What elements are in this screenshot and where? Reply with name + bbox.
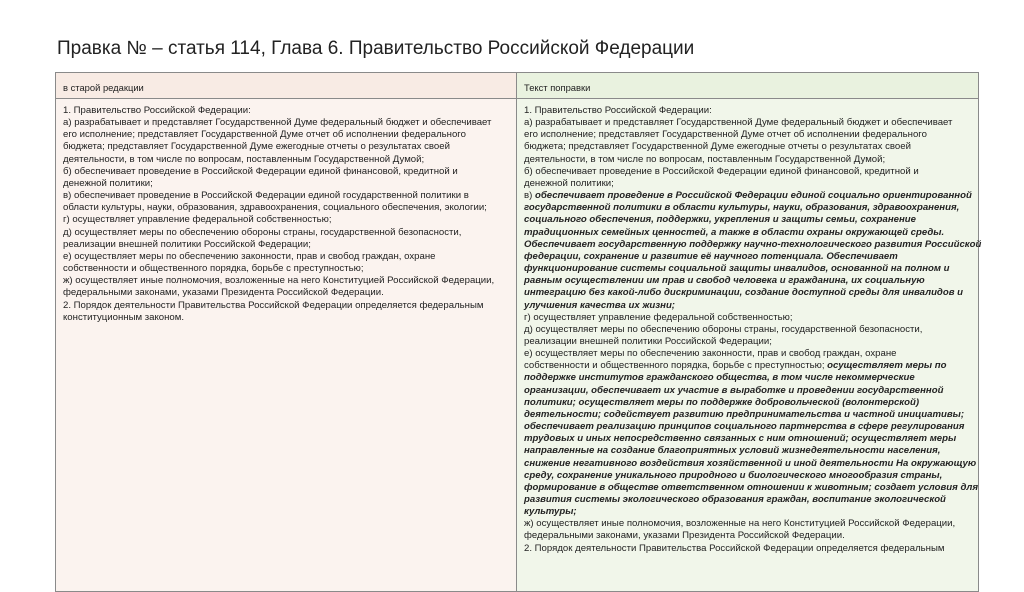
- amendment-text-line: [524, 481, 979, 494]
- amendment-text-line: [524, 324, 976, 336]
- amendment-text-line: [524, 166, 976, 178]
- amendment-text-line: [524, 385, 976, 397]
- old-text-line: бюджета; представляет Государственной Думе ежегодные отчеты о результатах своей: [63, 141, 450, 153]
- table-body-row: [56, 99, 979, 592]
- amendment-text-line: [524, 530, 976, 542]
- amendment-added-text: Обеспечивает государственную поддержку научно-технологического развития Российской: [524, 238, 982, 250]
- amendment-added-text: деятельности; содействует развитию предпринимательства и частной инициативы;: [524, 408, 965, 420]
- amendment-text-line: [524, 421, 976, 433]
- amendment-unchanged-text: г) осуществляет управление федеральной собственностью;: [524, 311, 793, 323]
- amendment-added-text: осуществляет меры по: [827, 360, 947, 372]
- old-text-line: 1. Правительство Российской Федерации:: [63, 105, 251, 116]
- old-text-line: г) осуществляет управление федеральной собственностью;: [63, 214, 332, 226]
- old-edition-cell: [56, 99, 517, 592]
- amendment-text-line: [524, 336, 976, 348]
- header-old-edition: [56, 73, 517, 99]
- amendment-text-line: [524, 275, 976, 287]
- amendment-text-line: [524, 518, 976, 530]
- old-text-line: собственности и общественного порядка, борьбе с преступностью;: [63, 263, 364, 275]
- amendment-added-text: улучшения качества их жизни;: [524, 299, 676, 311]
- header-amendment-text: [517, 73, 979, 99]
- amendment-text-line: [524, 433, 976, 445]
- amendment-added-text: обеспечивает проведение в Российской Федерации единой социально ориентированной: [534, 190, 972, 202]
- table-header-row: [56, 73, 979, 99]
- amendment-unchanged-text: бюджета; представляет Государственной Думе ежегодные отчеты о результатах своей: [524, 141, 911, 153]
- amendment-text-line: [524, 445, 976, 457]
- amendment-text-line: [524, 506, 976, 518]
- amendment-text-line: [524, 470, 976, 482]
- amendment-unchanged-text: е) осуществляет меры по обеспечению законности, прав и свобод граждан, охране: [524, 348, 897, 360]
- amendment-text-line: [524, 360, 976, 372]
- amendment-text-line: [524, 494, 976, 506]
- amendment-added-text: обеспечивает реализацию принципов социального партнерства в сфере регулирования: [524, 421, 965, 433]
- amendment-added-text: социального обеспечения, поддержки, укрепления и защиты семьи, сохранение: [524, 214, 916, 226]
- amendment-text-line: [524, 214, 976, 226]
- amendment-text-line: [524, 251, 976, 263]
- amendment-added-text: федерации, сохранение и развитие её научного потенциала. Обеспечивает: [524, 250, 898, 262]
- amendment-text-line: [524, 287, 976, 299]
- amendment-text-line: [524, 141, 976, 153]
- amendment-unchanged-text: б) обеспечивает проведение в Российской Федерации единой финансовой, кредитной и: [524, 165, 919, 177]
- amendment-unchanged-text: деятельности, в том числе по вопросам, поставленным Государственной Думой;: [524, 153, 886, 165]
- amendment-text-line: [524, 372, 976, 384]
- amendment-unchanged-text: его исполнение; представляет Государственной Думе отчет об исполнении федерального: [524, 129, 927, 141]
- old-text-line: 2. Порядок деятельности Правительства Российской Федерации определяется федеральным: [63, 299, 484, 311]
- amendment-added-text: интеграцию без какой-либо дискриминации, создание доступной среды для инвалидов и: [524, 287, 964, 299]
- amendment-text: [517, 99, 982, 555]
- old-text-line: ж) осуществляет иные полномочия, возложенные на него Конституцией Российской Федерации,: [63, 275, 495, 287]
- old-text-line: области культуры, науки, образования, здравоохранения, социального обеспечения, экологии;: [63, 202, 487, 214]
- old-edition-text: [56, 99, 516, 324]
- old-text-line: в) обеспечивает проведение в Российской Федерации единой государственной политики в: [63, 190, 469, 202]
- amendment-unchanged-text: реализации внешней политики Российской Федерации;: [524, 335, 772, 347]
- amendment-text-line: [524, 178, 976, 190]
- amendment-added-text: традиционных семейных ценностей, а также в области охраны окружающей среды.: [524, 226, 945, 238]
- amendment-text-line: [524, 117, 976, 129]
- amendment-text-line: [524, 129, 976, 141]
- amendment-added-text: равным осуществлении им прав и свобод человека и гражданина, их социальную: [524, 275, 925, 287]
- amendment-text-line: [524, 312, 976, 324]
- amendment-cell: [517, 99, 982, 592]
- old-text-line: денежной политики;: [63, 177, 153, 189]
- amendment-added-text: снижение негативного воздействия хозяйственной и иной деятельности На окружающую: [524, 457, 977, 469]
- amendment-unchanged-text: д) осуществляет меры по обеспечению обороны страны, государственной безопасности,: [524, 323, 923, 335]
- amendment-table: [55, 72, 982, 592]
- old-text-line: конституционным законом.: [63, 311, 184, 323]
- amendment-added-text: культуры;: [524, 506, 577, 518]
- amendment-text-line: [524, 397, 976, 409]
- amendment-text-line: [524, 190, 976, 202]
- slide-title: Правка № – статья 114, Глава 6. Правительство Российской Федерации: [57, 38, 695, 59]
- amendment-text-line: [524, 348, 976, 360]
- amendment-added-text: организации, обеспечивает их участие в выработке и проведении государственной: [524, 384, 944, 396]
- amendment-text-line: [524, 409, 976, 421]
- old-text-line: деятельности, в том числе по вопросам, поставленным Государственной Думой;: [63, 153, 425, 165]
- amendment-text-line: [524, 300, 976, 312]
- old-text-line: реализации внешней политики Российской Федерации;: [63, 238, 311, 250]
- old-text-line: б) обеспечивает проведение в Российской Федерации единой финансовой, кредитной и: [63, 165, 458, 177]
- amendment-added-text: государственной политики в области культуры, науки, образования, здравоохранения,: [524, 202, 960, 214]
- old-text-line: его исполнение; представляет Государственной Думе отчет об исполнении федерального: [63, 129, 466, 141]
- amendment-added-text: развития системы экологического образования граждан, воспитание экологической: [524, 494, 946, 505]
- amendment-added-text: трудовых и иных непосредственно связанных с ним отношений; осуществляет меры: [524, 433, 957, 445]
- amendment-added-text: политики; осуществляет меры по поддержке добровольческой (волонтерской): [524, 396, 920, 408]
- amendment-unchanged-text: федеральными законами, указами Президента Российской Федерации.: [524, 530, 845, 542]
- amendment-unchanged-text: 2. Порядок деятельности Правительства Российской Федерации определяется федеральным: [524, 542, 945, 554]
- amendment-text-line: [524, 105, 976, 117]
- amendment-added-text: среду, сохранение уникального природного и биологического многообразия страны,: [524, 469, 943, 481]
- amendment-text-line: [524, 238, 982, 251]
- old-text-line: федеральными законами, указами Президента Российской Федерации.: [63, 287, 384, 299]
- header-old-label: в старой редакции: [63, 82, 144, 93]
- amendment-added-text: формирование в обществе ответственном отношении к животным; создает условия для: [524, 481, 979, 493]
- amendment-unchanged-text: 1. Правительство Российской Федерации:: [524, 105, 712, 116]
- amendment-unchanged-text: ж) осуществляет иные полномочия, возложенные на него Конституцией Российской Федерации,: [524, 518, 956, 530]
- amendment-text-line: [524, 458, 976, 470]
- amendment-unchanged-text: а) разрабатывает и представляет Государственной Думе федеральный бюджет и обеспечивает: [524, 117, 953, 129]
- amendment-unchanged-text: собственности и общественного порядка, борьбе с преступностью;: [524, 360, 828, 372]
- amendment-text-line: [524, 543, 976, 555]
- old-text-line: е) осуществляет меры по обеспечению законности, прав и свобод граждан, охране: [63, 250, 436, 262]
- amendment-text-line: [524, 154, 976, 166]
- old-text-line: а) разрабатывает и представляет Государственной Думе федеральный бюджет и обеспечивает: [63, 117, 492, 129]
- amendment-text-line: [524, 227, 976, 239]
- amendment-unchanged-text: в): [524, 190, 535, 202]
- amendment-unchanged-text: денежной политики;: [524, 177, 614, 189]
- amendment-added-text: функционирование системы социальной защиты инвалидов, основанной на полном и: [524, 263, 950, 275]
- amendment-added-text: поддержке институтов гражданского общества, в том числе некоммерческие: [524, 372, 915, 384]
- header-new-label: Текст поправки: [524, 82, 591, 93]
- amendment-added-text: направленные на создание благоприятных условий жизнедеятельности населения,: [524, 445, 941, 457]
- amendment-text-line: [524, 202, 976, 214]
- old-text-line: д) осуществляет меры по обеспечению обороны страны, государственной безопасности,: [63, 226, 462, 238]
- amendment-text-line: [524, 263, 976, 275]
